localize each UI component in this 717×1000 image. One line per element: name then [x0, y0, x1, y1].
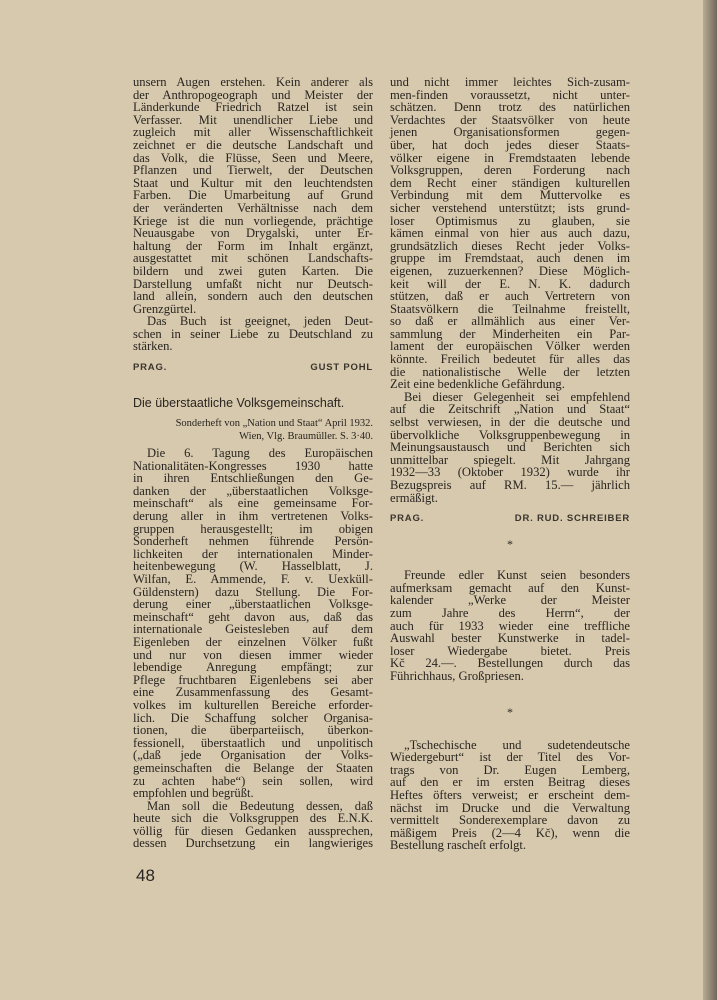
text-line: Eigenleben der einzelnen Völker fußt — [133, 634, 373, 649]
text-line: mäßigem Preis (2—4 Kč), wenn die — [390, 825, 630, 840]
text-line: Bestellung rascheſt erfolgt. — [390, 838, 527, 853]
review-volksgemeinschaft-paragraph-2 — [133, 800, 373, 850]
text-line: loser Wiedergabe bietet. Preis — [390, 643, 630, 658]
text-line: unsern Augen erstehen. Kein anderer als — [133, 75, 373, 89]
text-line: Meinungsaustausch und Berichten sich — [390, 440, 630, 455]
text-line: Neuausgabe von Drygalski, unter Er- — [133, 226, 373, 241]
text-line: schen in seiner Liebe zu Deutschland zu — [133, 326, 373, 341]
text-line: Führichhaus, Großpriesen. — [390, 668, 524, 683]
signature-pohl — [133, 362, 373, 374]
text-line: Verdachtes der Staatsvölker von heute — [390, 112, 630, 127]
left-column — [133, 76, 373, 850]
text-line: land allein, sondern auch den deutschen — [133, 289, 373, 304]
text-line: Sonderheft nehmen führende Persön- — [133, 534, 373, 549]
section-separator: * — [507, 537, 513, 552]
text-line: der veränderten Verhältnisse nach dem — [133, 200, 373, 215]
text-line: zugleich mit aller Wissenschaftlichkeit — [133, 125, 373, 140]
text-line: bildern und zwei guten Karten. Die — [133, 263, 373, 278]
text-line: Zeit eine bedenkliche Gefährdung. — [390, 377, 565, 392]
text-line: loser Optimismus zu glauben, sie — [390, 213, 630, 228]
text-line: völlig für diesen Gedanken aussprechen, — [133, 823, 373, 838]
text-line: auch für 1933 wieder eine treffliche — [390, 618, 630, 633]
text-line: Bezugspreis auf RM. 15.— jährlich — [390, 478, 630, 492]
text-line: jenen Organisationsformen gegen- — [390, 125, 630, 140]
text-line: heute sich die Volksgruppen des E.N.K. — [133, 811, 373, 826]
text-line: aufmerksam gemacht auf den Kunst- — [390, 580, 630, 595]
text-line: unmittelbar spiegelt. Mit Jahrgang — [390, 452, 630, 467]
text-line: Freunde edler Kunst seien besonders — [404, 568, 630, 583]
signature-place: PRAG. — [133, 362, 168, 374]
text-line: volkes im kulturellen Bereiche erforder- — [133, 697, 373, 712]
text-line: sammlung der Minderheiten ein Par- — [390, 326, 630, 341]
text-line: Volksgruppen, deren Forderung nach — [390, 163, 630, 178]
text-line: und nur von diesen immer wieder — [133, 647, 373, 662]
text-line: derung aller in ihm vertretenen Volks- — [133, 509, 373, 524]
text-line: schätzen. Denn trotz des natürlichen — [390, 100, 630, 115]
page-edge-shadow — [703, 0, 717, 1000]
review-volksgemeinschaft-paragraph-2-continued — [390, 76, 630, 391]
text-line: auf den er im ersten Beitrag dieses — [390, 775, 630, 790]
text-line: vermittelt Sonderexemplare davon zu — [390, 813, 630, 828]
text-line: lichkeiten der internationalen Minder- — [133, 546, 373, 561]
text-line: Staat und Kultur mit den leuchtendsten — [133, 175, 373, 190]
text-line: ermäßigt. — [390, 490, 438, 505]
text-line: Darstellung umfaßt nicht nur Deutsch- — [133, 276, 373, 291]
text-line: lament der europäischen Völker werden — [390, 339, 630, 354]
text-line: internationale Geistesleben auf dem — [133, 622, 373, 637]
text-line: Kriege ist die nun vorliegende, prächtige — [133, 213, 373, 228]
text-line: so daß er allmählich aus einer Ver- — [390, 314, 630, 329]
text-line: Verfasser. Mit unendlicher Liebe und — [133, 112, 373, 127]
text-line: empfohlen und begrüßt. — [133, 786, 254, 801]
text-line: haltung der Form im Inhalt ergänzt, — [133, 238, 373, 253]
text-line: Wiedergeburt“ ist der Titel des Vor- — [390, 750, 630, 765]
text-line: danken der „überstaatlichen Volksge- — [133, 483, 373, 498]
text-line: kämen einmal von hier aus auch dazu, — [390, 226, 630, 241]
text-line: dessen Durchsetzung ein langwieriges — [133, 836, 373, 851]
text-line: gruppe im Fremdstaat, auch denen im — [390, 251, 630, 266]
section-separator: * — [507, 704, 513, 719]
text-line: und nicht immer leichtes Sich-zusam- — [390, 75, 630, 89]
text-line: sicher verstehend unterstützt; ists grund- — [390, 200, 630, 215]
text-line: fessionell, überstaatlich und unpolitisch — [133, 735, 373, 750]
text-line: lebendige Anregung empfängt; zur — [133, 660, 373, 675]
text-line: meinschaft“ als eine gemeinsame For- — [133, 496, 373, 511]
text-line: „Tschechische und sudetendeutsche — [404, 737, 630, 752]
page-number: 48 — [136, 866, 155, 885]
text-line: gruppen herausgestellt; im obigen — [133, 521, 373, 536]
text-line: selbst verwiesen, in der die deutsche und — [390, 415, 630, 430]
text-line: die nationalistische Welle der letzten — [390, 364, 630, 379]
text-line: zu achten habe“) sein sollen, wird — [133, 773, 373, 788]
text-line: 1932—33 (Oktober 1932) wurde ihr — [390, 465, 630, 480]
text-line: Grenzgürtel. — [133, 301, 197, 316]
text-line: Verbindung mit dem Muttervolke es — [390, 188, 630, 203]
text-line: grundsätzlich dieses Recht jeder Volks- — [390, 238, 630, 253]
text-line: Die 6. Tagung des Europäischen — [147, 446, 373, 461]
text-line: eigenen, zuzuerkennen? Diese Möglich- — [390, 263, 630, 278]
text-line: kalender „Werke der Meister — [390, 593, 630, 608]
text-line: völker eigene in Fremdstaaten lebende — [390, 150, 630, 165]
text-line: Staatsvölkern die Teilnahme freistellt, — [390, 301, 630, 316]
text-line: gemeinschaften die Belange der Staaten — [133, 760, 373, 775]
review-volksgemeinschaft-paragraph-3 — [390, 391, 630, 504]
text-line: ausgestattet mit schönen Landschafts- — [133, 251, 373, 266]
text-line: das Volk, die Flüsse, Seen und Meere, — [133, 150, 373, 165]
text-line: könnte. Freilich bedeutet für alles das — [390, 352, 630, 367]
text-line: stützen, daß er auch Vertretern von — [390, 289, 630, 304]
notice-lecture-lemberg — [390, 739, 630, 852]
review-heading: Die überstaatliche Volksgemeinschaft. — [133, 396, 345, 411]
text-line: Heftes öfters verweist; er erscheint dem- — [390, 787, 630, 802]
review-volksgemeinschaft-paragraph-1 — [133, 447, 373, 800]
text-line: Das Buch ist geeignet, jeden Deut- — [147, 314, 373, 329]
text-line: tionen, die überparteiisch, überkon- — [133, 723, 373, 738]
text-line: Kč 24.—. Bestellungen durch das — [390, 656, 630, 671]
text-line: stärken. — [133, 339, 173, 354]
review-pohl-paragraph-1 — [133, 76, 373, 315]
text-line: dem Recht einer ständigen kulturellen — [390, 175, 630, 190]
text-line: in ihren Entschließungen den Ge- — [133, 471, 373, 486]
text-line: derung einer „überstaatlichen Volksge- — [133, 597, 373, 612]
text-line: zum Jahre des Herrn“, der — [390, 605, 630, 620]
text-line: heitenbewegung (W. Hasselblatt, J. — [133, 559, 373, 574]
text-line: über, hat doch jedes dieser Staats- — [390, 137, 630, 152]
text-line: eine Zusammenfassung des Gesamt- — [133, 685, 373, 700]
text-line: keit will der E. N. K. dadurch — [390, 276, 630, 291]
publication-publisher: Wien, Vlg. Braumüller. S. 3·40. — [239, 431, 373, 443]
text-line: men-finden voraussetzt, nicht unter- — [390, 87, 630, 102]
text-line: Wilfan, E. Ammende, F. v. Uexküll- — [133, 572, 373, 586]
text-line: Auswahl bester Kunstwerke in tadel- — [390, 631, 630, 646]
signature-place: PRAG. — [390, 513, 425, 525]
signature-author: GUST POHL — [310, 362, 373, 374]
signature-author: DR. RUD. SCHREIBER — [514, 513, 630, 525]
right-column — [390, 76, 630, 852]
text-line: Güldenstern) dazu Stellung. Die For- — [133, 584, 373, 599]
text-line: nächst im Drucke und die Verwaltung — [390, 800, 630, 815]
text-line: übervolkliche Volksgruppenbewegung in — [390, 427, 630, 442]
text-line: Farben. Die Umarbeitung auf Grund — [133, 188, 373, 203]
notice-art-calendar — [390, 569, 630, 682]
text-line: Nationalitäten-Kongresses 1930 hatte — [133, 458, 373, 473]
text-line: zeichnet er die deutsche Landschaft und — [133, 137, 373, 152]
text-line: auf die Zeitschrift „Nation und Staat“ — [390, 402, 630, 417]
text-line: Länderkunde Friedrich Ratzel ist sein — [133, 100, 373, 115]
text-line: Man soll die Bedeutung dessen, daß — [147, 798, 373, 813]
text-line: meinschaft“ geht davon aus, daß das — [133, 609, 373, 624]
text-line: Bei dieser Gelegenheit sei empfehlend — [404, 389, 630, 404]
publication-source: Sonderheft von „Nation und Staat“ April 1932. — [175, 418, 373, 430]
text-line: Pflanzen und Tierwelt, der Deutschen — [133, 163, 373, 178]
review-pohl-paragraph-2 — [133, 315, 373, 353]
text-line: trags von Dr. Eugen Lemberg, — [390, 762, 630, 777]
text-line: („daß jede Organisation der Volks- — [133, 748, 373, 763]
text-line: Pflege fruchtbaren Eigenlebens sei aber — [133, 672, 373, 687]
signature-schreiber — [390, 513, 630, 525]
text-line: lich. Die Schaffung solcher Organisa- — [133, 710, 373, 725]
text-line: der Anthropogeograph und Meister der — [133, 87, 373, 102]
